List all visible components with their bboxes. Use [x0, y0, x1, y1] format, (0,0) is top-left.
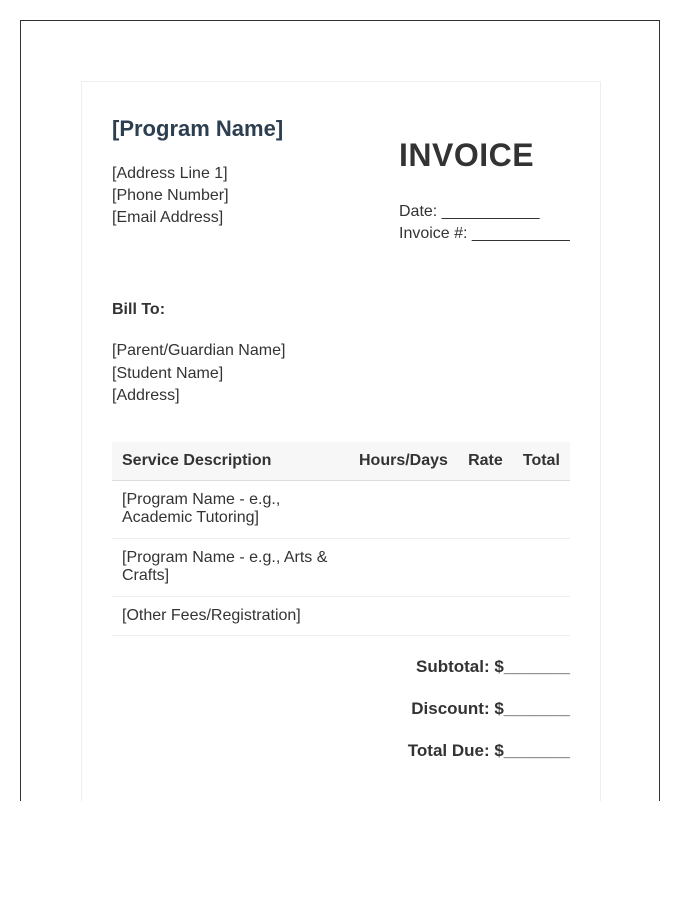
rate-cell: [458, 539, 513, 597]
bill-to-guardian: [Parent/Guardian Name]: [112, 342, 286, 359]
bill-to-address: [Address]: [112, 387, 180, 404]
header-total: Total: [513, 442, 570, 481]
bill-to-heading: Bill To:: [112, 301, 166, 318]
table-row: [112, 481, 570, 539]
invoice-date: Date: ___________: [399, 203, 540, 220]
services-table: [112, 442, 570, 636]
program-name: [Program Name]: [112, 116, 284, 141]
service-description-cell: [Other Fees/Registration]: [112, 597, 349, 636]
bill-to-details: [112, 340, 285, 408]
subtotal-line: Subtotal: $_______: [415, 657, 570, 676]
table-row: [112, 597, 570, 636]
sender-email: [Email Address]: [112, 209, 224, 226]
sender-contact: [112, 163, 229, 229]
hours-days-cell: [349, 597, 458, 636]
header-rate: Rate: [458, 442, 513, 481]
rate-cell: [458, 481, 513, 539]
invoice-meta: [399, 201, 570, 245]
total-due-line: Total Due: $_______: [407, 741, 570, 760]
service-description-cell: [Program Name - e.g., Arts & Crafts]: [112, 539, 349, 597]
invoice-number: Invoice #: ___________: [399, 225, 570, 242]
table-header-row: [112, 442, 570, 481]
sender-phone: [Phone Number]: [112, 187, 229, 204]
total-cell: [513, 539, 570, 597]
header-service-description: Service Description: [112, 442, 349, 481]
invoice-title: INVOICE: [399, 137, 535, 173]
totals-block: [408, 656, 570, 782]
sender-address: [Address Line 1]: [112, 165, 228, 182]
total-cell: [513, 481, 570, 539]
bill-to-student: [Student Name]: [112, 364, 224, 382]
hours-days-cell: [349, 481, 458, 539]
table-row: [112, 539, 570, 597]
discount-line: Discount: $_______: [411, 699, 570, 718]
header-hours-days: Hours/Days: [349, 442, 458, 481]
rate-cell: [458, 597, 513, 636]
service-description-cell: [Program Name - e.g., Academic Tutoring]: [112, 481, 349, 539]
total-cell: [513, 597, 570, 636]
hours-days-cell: [349, 539, 458, 597]
